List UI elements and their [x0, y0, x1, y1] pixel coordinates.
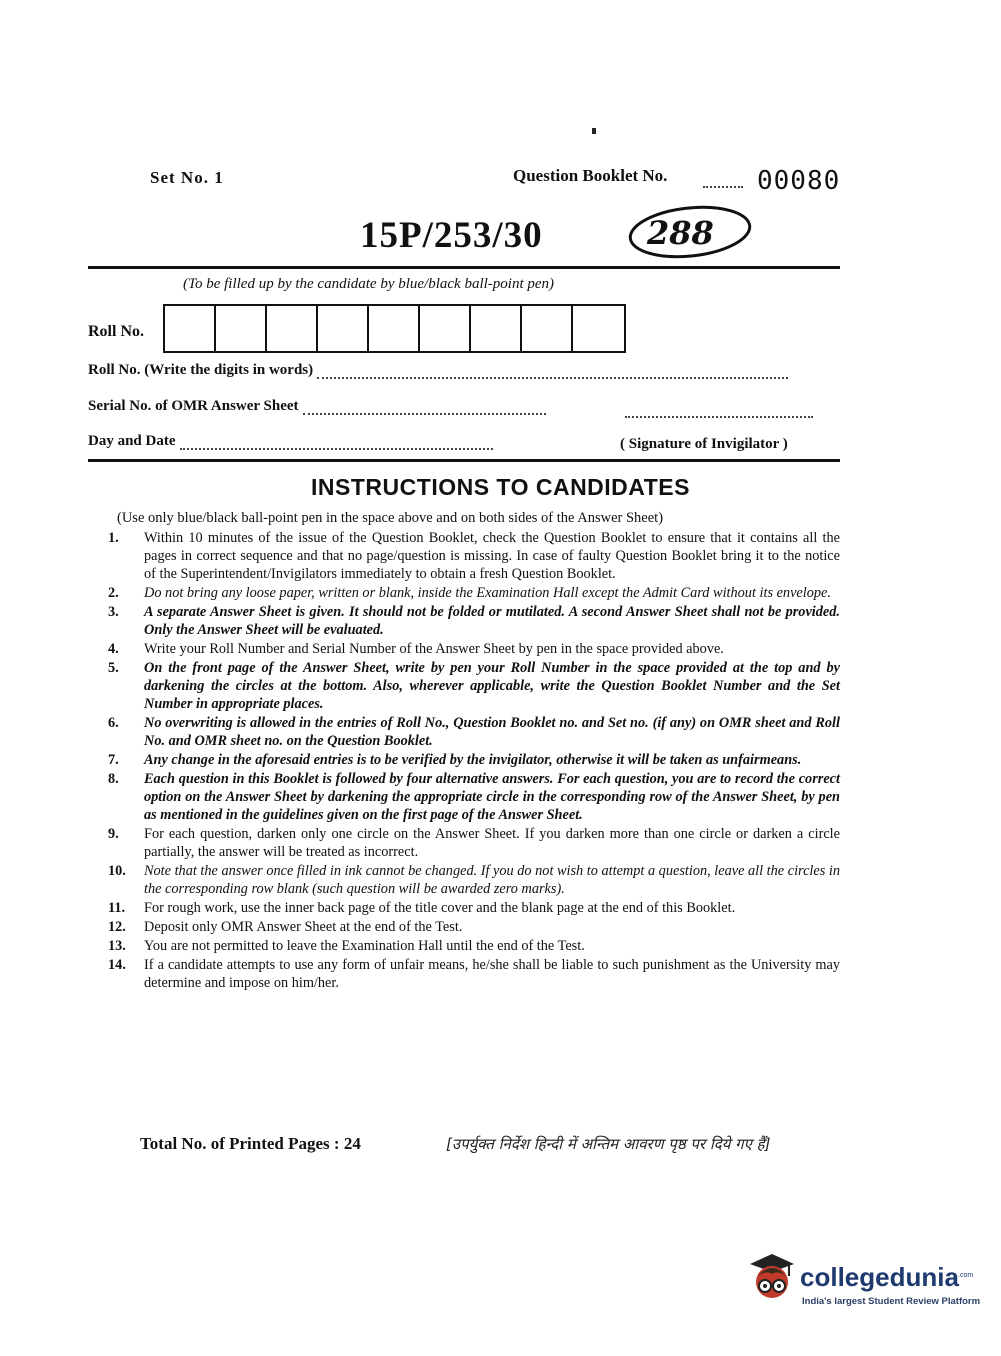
roll-digit-box[interactable]: [471, 306, 522, 351]
roll-no-words-label: Roll No. (Write the digits in words): [88, 362, 314, 378]
instruction-item: 6. No overwriting is allowed in the entries of Roll No., Question Booklet no. and Set no. (if any) on OMR sheet and Roll No. and OMR sheet no. on the Question Booklet.: [108, 715, 840, 749]
instruction-item: 8. Each question in this Booklet is followed by four alternative answers. For each question, you are to record the correct option on the Answer Sheet by darkening the appropriate circle in the corresponding row of the Answer Sheet, by pen as mentioned in the guidelines given on the first page of the Answer Sheet.: [108, 771, 840, 823]
circled-number: [625, 202, 755, 260]
instructions-note: (Use only blue/black ball-point pen in the space above and on both sides of the Answer Sheet): [117, 510, 664, 526]
collegedunia-logo-tm: .com: [958, 1272, 974, 1279]
set-number: Set No. 1: [150, 168, 224, 187]
instruction-item: 12. Deposit only OMR Answer Sheet at the end of the Test.: [108, 919, 463, 935]
collegedunia-logo-text: collegedunia: [800, 1262, 959, 1292]
question-booklet-number: 00080: [757, 166, 841, 196]
roll-digit-box[interactable]: [267, 306, 318, 351]
instruction-item: 14. If a candidate attempts to use any form of unfair means, he/she shall be liable to such punishment as the University may determine and impose on him/her.: [108, 957, 840, 991]
roll-digit-box[interactable]: [216, 306, 267, 351]
instructions-list: [108, 529, 840, 993]
instruction-item: 1. Within 10 minutes of the issue of the Question Booklet, check the Question Booklet to ensure that it contains all the pages in correct sequence and that no page/question is missing. In case of faulty Question Booklet bring it to the notice of the Superintendent/Invigilators immediately to obtain a fresh Question Booklet.: [108, 530, 840, 582]
roll-no-words-line[interactable]: [88, 362, 788, 379]
instruction-item: 3. A separate Answer Sheet is given. It should not be folded or mutilated. A second Answer Sheet shall not be provided. Only the Answer Sheet will be evaluated.: [108, 604, 840, 638]
question-booklet-label: Question Booklet No.: [513, 166, 668, 185]
total-pages: Total No. of Printed Pages : 24: [140, 1134, 361, 1153]
omr-serial-dots[interactable]: [303, 401, 546, 415]
roll-digit-box[interactable]: [522, 306, 573, 351]
omr-serial-line[interactable]: [88, 398, 546, 415]
instruction-item: 11. For rough work, use the inner back page of the title cover and the blank page at the end of this Booklet.: [108, 900, 736, 916]
day-date-label: Day and Date: [88, 433, 176, 449]
collegedunia-tagline: India's largest Student Review Platform: [802, 1296, 981, 1307]
roll-digit-box[interactable]: [165, 306, 216, 351]
roll-no-label: Roll No.: [88, 323, 144, 340]
hindi-note: [उपर्युक्त निर्देश हिन्दी में अन्तिम आवरण पृष्ठ पर दिये गए हैं]: [446, 1135, 771, 1153]
circled-number-text: 288: [647, 214, 714, 252]
roll-digit-box[interactable]: [420, 306, 471, 351]
signature-dots[interactable]: [625, 416, 813, 418]
roll-digit-box[interactable]: [369, 306, 420, 351]
day-date-dots[interactable]: [180, 436, 493, 450]
instruction-item: 4. Write your Roll Number and Serial Number of the Answer Sheet by pen in the space provided above.: [108, 641, 724, 657]
ink-mark: [592, 128, 596, 134]
roll-no-boxes[interactable]: [163, 304, 626, 353]
instruction-item: 10. Note that the answer once filled in ink cannot be changed. If you do not wish to attempt a question, leave all the circles in the corresponding row blank (such question will be awarded zero marks).: [108, 863, 840, 897]
fill-note: (To be filled up by the candidate by blue/black ball-point pen): [183, 276, 555, 292]
instruction-item: 9. For each question, darken only one circle on the Answer Sheet. If you darken more than one circle or darken a circle partially, the answer will be treated as incorrect.: [108, 826, 840, 860]
roll-digit-box[interactable]: [318, 306, 369, 351]
top-rule: [88, 266, 840, 269]
roll-digit-box[interactable]: [573, 306, 624, 351]
instructions-title: INSTRUCTIONS TO CANDIDATES: [311, 474, 690, 500]
instruction-item: 5. On the front page of the Answer Sheet, write by pen your Roll Number in the space provided at the top and by darkening the circles at the bottom. Also, wherever applicable, write the Question Booklet Number and the Set Number in appropriate places.: [108, 660, 840, 712]
omr-serial-label: Serial No. of OMR Answer Sheet: [88, 398, 299, 414]
collegedunia-logo-icon: [744, 1250, 800, 1306]
day-date-line[interactable]: [88, 433, 493, 450]
signature-label: ( Signature of Invigilator ): [620, 436, 788, 452]
roll-no-words-dots[interactable]: [317, 365, 788, 379]
instruction-item: 13. You are not permitted to leave the Examination Hall until the end of the Test.: [108, 938, 585, 954]
question-booklet-dots: [703, 170, 743, 188]
paper-code: 15P/253/30: [360, 215, 543, 256]
instruction-item: 2. Do not bring any loose paper, written or blank, inside the Examination Hall except the Admit Card without its envelope.: [108, 585, 831, 601]
instruction-item: 7. Any change in the aforesaid entries is to be verified by the invigilator, otherwise it will be taken as unfairmeans.: [108, 752, 802, 768]
form-bottom-rule: [88, 459, 840, 462]
